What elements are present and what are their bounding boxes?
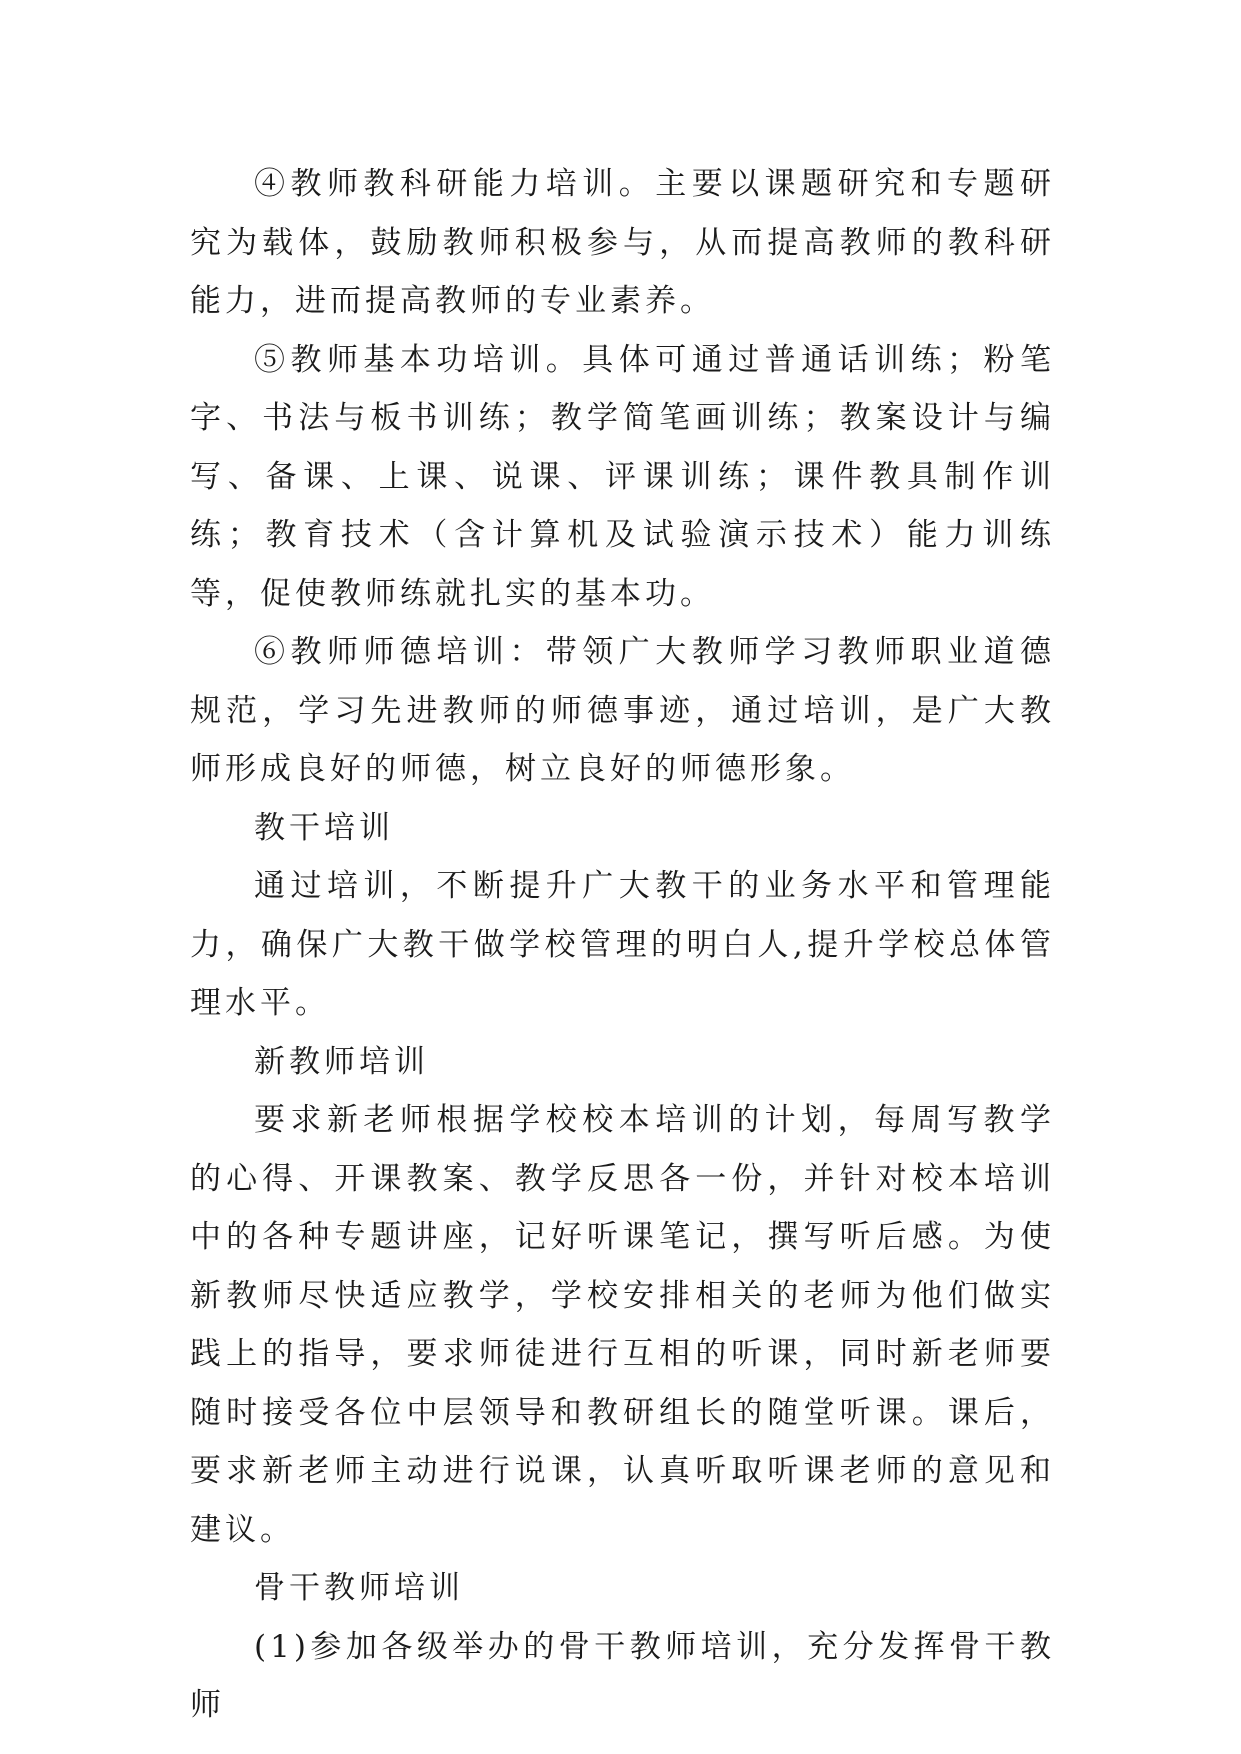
paragraph-research-training: ④教师教科研能力培训。主要以课题研究和专题研究为载体，鼓励教师积极参与，从而提高教师的教科研能力，进而提高教师的专业素养。 [190, 166, 1055, 319]
paragraph-ethics-training: ⑥教师师德培训：带领广大教师学习教师职业道德规范，学习先进教师的师德事迹，通过培训，是广大教师形成良好的师德，树立良好的师德形象。 [190, 634, 1055, 787]
paragraph-basic-skills-training: ⑤教师基本功培训。具体可通过普通话训练；粉笔字、书法与板书训练；教学简笔画训练；教案设计与编写、备课、上课、说课、评课训练；课件教具制作训练；教育技术（含计算机及试验演示技术）能力训练等，促使教师练就扎实的基本功。 [190, 341, 1055, 612]
heading-cadre-training: 教干培训 [254, 809, 394, 846]
heading-new-teacher-training: 新教师培训 [254, 1043, 429, 1080]
paragraph-cadre-training: 通过培训，不断提升广大教干的业务水平和管理能力，确保广大教干做学校管理的明白人,提升学校总体管理水平。 [190, 868, 1055, 1021]
heading-backbone-teacher-training: 骨干教师培训 [254, 1570, 464, 1606]
paragraph-new-teacher-training: 要求新老师根据学校校本培训的计划，每周写教学的心得、开课教案、教学反思各一份，并针对校本培训中的各种专题讲座，记好听课笔记，撰写听后感。为使新教师尽快适应教学，学校安排相关的老师为他们做实践上的指导，要求师徒进行互相的听课，同时新老师要随时接受各位中层领导和教研组长的随堂听课。课后，要求新老师主动进行说课，认真听取听课老师的意见和建议。 [190, 1102, 1055, 1548]
document-body [190, 155, 1055, 1735]
paragraph-backbone-teacher-training: (1)参加各级举办的骨干教师培训，充分发挥骨干教师 [190, 1628, 1055, 1723]
